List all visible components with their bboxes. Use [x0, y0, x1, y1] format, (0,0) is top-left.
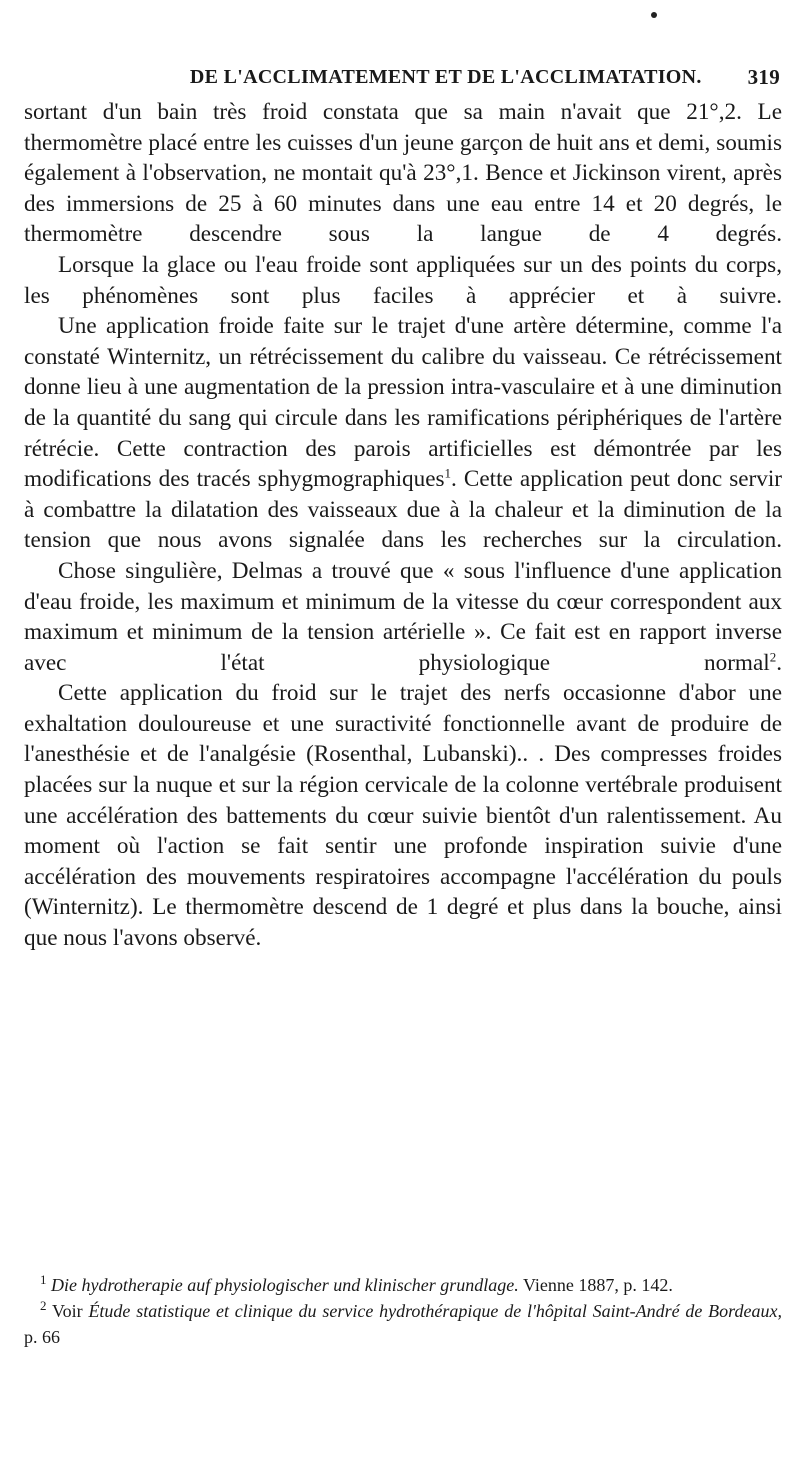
footnote-ref-2-punct: . [776, 649, 782, 676]
paragraph-4-text: Chose singulière, Delmas a trouvé que « sous l'influence d'une application d'eau froide, les maximum et minimum de la vitesse du cœur correspondent aux maximum et minimum de la tension artérielle ». Ce fait est en rapport inverse avec l'état physiologique normal [24, 557, 782, 676]
footnote-1-mark: 1 [40, 1272, 47, 1287]
footnote-2-rest: p. 66 [24, 1327, 60, 1347]
footnote-ref-2[interactable]: 2 [769, 648, 777, 664]
paragraph-2-text: Lorsque la glace ou l'eau froide sont appliquées sur un des points du corps, les phénomènes sont plus faciles à apprécier et à suivre. [24, 251, 782, 309]
footnote-2-title: Étude statistique et clinique du service hydrothérapique de l'hôpital Saint-André de Bordeaux, [88, 1301, 782, 1321]
page-number: 319 [747, 64, 780, 89]
paragraph-3-text-a: Une application froide faite sur le trajet d'une artère détermine, comme l'a constaté Winternitz, un rétrécissement du calibre du vaisseau. Ce rétrécissement donne lieu à une augmentation de la pression intra-vasculaire et à une diminution de la quantité du sang qui circule dans les ramifications périphériques de l'artère rétrécie. Cette contraction des parois artificielles est démontrée par les modifications des tracés sphygmographiques [24, 313, 782, 493]
running-header [24, 62, 780, 92]
paragraph-3-text-b: Cette application peut donc servir à combattre la dilatation des vaisseaux due à la chaleur et la diminution de la tension que nous avons signalée dans les recherches sur la circulation. [24, 466, 782, 554]
footnotes [24, 1272, 782, 1350]
running-title: DE L'ACCLIMATEMENT ET DE L'ACCLIMATATION. [189, 65, 702, 88]
footnote-2 [24, 1298, 782, 1350]
body-text [24, 97, 782, 954]
footnote-1 [24, 1272, 782, 1298]
ink-speck [651, 12, 657, 18]
paragraph-3 [24, 311, 782, 556]
footnote-ref-1[interactable]: 1 [444, 465, 452, 481]
paragraph-2 [24, 250, 782, 311]
footnote-2-mark: 2 [40, 1298, 47, 1313]
paragraph-4 [24, 556, 782, 678]
paragraph-5: Cette application du froid sur le trajet des nerfs occasionne d'abor une exhaltation douloureuse et une suractivité fonctionnelle avant de produire de l'anesthésie et de l'analgésie (Rosenthal, Lubanski).. . Des compresses froides placées sur la nuque et sur la région cervicale de la colonne vertébrale produisent une accélération des battements du cœur suivie bientôt d'un ralentissement. Au moment où l'action se fait sentir une profonde inspiration suivie d'une accélération des mouvements respiratoires accompagne l'accélération du pouls (Winternitz). Le thermomètre descend de 1 degré et plus dans la bouche, ainsi que nous l'avons observé. [24, 680, 782, 952]
footnote-2-lead: Voir [46, 1301, 89, 1321]
footnote-ref-1-punct: . [451, 466, 457, 493]
footnote-1-rest: Vienne 1887, p. 142. [518, 1275, 673, 1295]
footnote-1-title: Die hydrotherapie auf physiologischer und klinischer grundlage. [51, 1275, 519, 1295]
paragraph-1: sortant d'un bain très froid constata que sa main n'avait que 21°,2. Le thermomètre placé entre les cuisses d'un jeune garçon de huit ans et demi, soumis également à l'observation, ne montait qu'à 23°,1. Bence et Jickinson virent, après des immersions de 25 à 60 minutes dans une eau entre 14 et 20 degrés, le thermomètre descendre sous la langue de 4 degrés. [24, 99, 782, 248]
